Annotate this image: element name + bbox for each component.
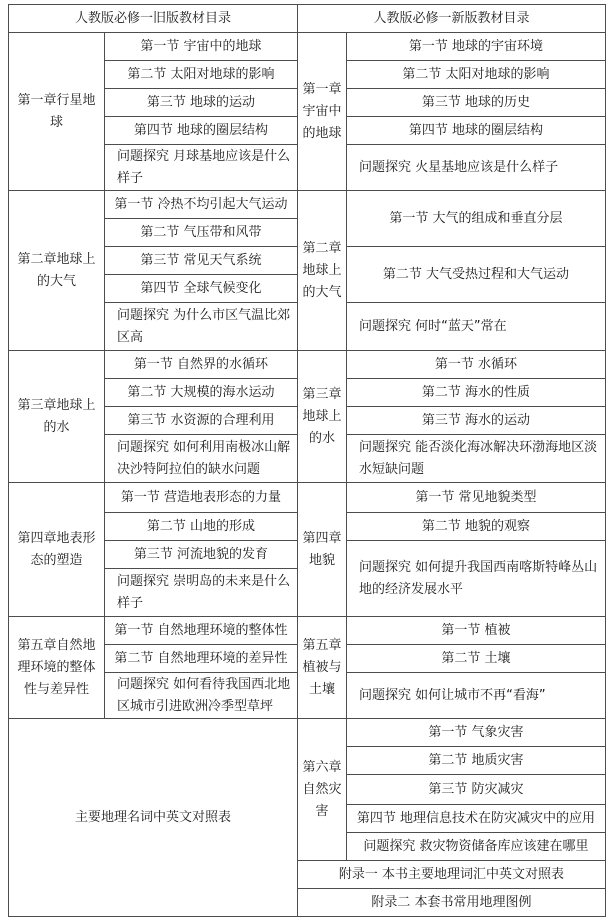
old-chapter-title: 第三章地球上的水 (17, 397, 96, 435)
new-section-item: 第一节 常见地貌类型 (415, 489, 537, 505)
table-rule (605, 4, 606, 917)
old-section-item: 第一节 自然地理环境的整体性 (114, 622, 288, 638)
new-chapter-title: 第三章地球上的水 (302, 386, 342, 446)
old-section-item: 第二节 自然地理环境的差异性 (114, 650, 288, 666)
old-section-item: 第二节 大规模的海水运动 (127, 384, 275, 400)
old-appendix: 主要地理名词中英文对照表 (74, 809, 231, 825)
new-section-item: 第二节 地貌的观察 (421, 518, 531, 534)
new-section-item: 第三节 地球的历史 (421, 94, 531, 110)
old-header: 人教版必修一旧版教材目录 (74, 10, 231, 26)
new-section-item: 第四节 地理信息技术在防灾减灾中的应用 (356, 810, 596, 826)
new-section-item: 第二节 海水的性质 (421, 384, 531, 400)
new-section-item: 问题探究 何时“蓝天”常在 (359, 318, 507, 334)
old-section-item: 第一节 冷热不均引起大气运动 (114, 196, 288, 212)
old-section-item: 第三节 河流地貌的发育 (133, 546, 269, 562)
new-section-item: 第二节 地质灾害 (428, 752, 524, 768)
old-section-item: 第三节 水资源的合理利用 (127, 412, 275, 428)
old-chapter-title: 第四章地表形态的塑造 (17, 530, 96, 568)
new-chapter-title: 第一章宇宙中的地球 (302, 81, 342, 141)
old-section-item: 第二节 太阳对地球的影响 (127, 66, 275, 82)
new-chapter-title: 第二章地球上的大气 (302, 240, 342, 300)
old-section-item: 问题探究 如何看待我国西北地区城市引进欧洲冷季型草坪 (117, 676, 291, 714)
new-appendix-row: 附录一 本书主要地理词汇中英文对照表 (338, 866, 565, 882)
new-section-item: 第一节 水循环 (434, 356, 518, 372)
old-section-item: 第二节 山地的形成 (146, 518, 256, 534)
old-section-item: 第三节 地球的运动 (146, 94, 256, 110)
new-section-item: 第四节 地球的圈层结构 (408, 122, 544, 138)
new-section-item: 第一节 地球的宇宙环境 (408, 38, 544, 54)
new-section-item: 第一节 植被 (441, 622, 511, 638)
old-section-item: 第三节 常见天气系统 (140, 252, 262, 268)
new-chapter-title: 第六章自然灾害 (302, 759, 342, 819)
old-chapter-title: 第五章自然地理环境的整体性与差异性 (17, 637, 96, 697)
old-section-item: 第二节 气压带和风带 (140, 224, 262, 240)
old-chapter-title: 第二章地球上的大气 (17, 251, 96, 289)
old-section-item: 第一节 宇宙中的地球 (140, 38, 262, 54)
new-section-item: 第一节 气象灾害 (428, 724, 524, 740)
new-chapter-title: 第五章植被与土壤 (302, 637, 342, 697)
new-section-item: 第一节 大气的组成和垂直分层 (389, 210, 563, 226)
old-section-item: 第一节 营造地表形态的力量 (120, 489, 282, 505)
old-section-item: 第四节 地球的圈层结构 (133, 122, 269, 138)
old-section-item: 第一节 自然界的水循环 (133, 356, 269, 372)
old-section-item: 问题探究 为什么市区气温比郊区高 (117, 307, 291, 345)
new-chapter-title: 第四章地貌 (302, 530, 342, 568)
new-section-item: 问题探究 能否淡化海冰解决环渤海地区淡水短缺问题 (359, 439, 598, 477)
new-section-item: 问题探究 如何提升我国西南喀斯特峰丛山地的经济发展水平 (359, 559, 598, 597)
table-rule (297, 916, 606, 917)
new-section-item: 第二节 大气受热过程和大气运动 (382, 266, 570, 282)
old-chapter-title: 第一章行星地球 (17, 92, 96, 130)
old-section-item: 问题探究 如何利用南极冰山解决沙特阿拉伯的缺水问题 (117, 439, 291, 477)
new-appendix-row: 附录二 本套书常用地理图例 (371, 894, 532, 910)
new-header: 人教版必修一新版教材目录 (373, 10, 530, 26)
old-section-item: 问题探究 崇明岛的未来是什么样子 (117, 573, 291, 611)
old-section-item: 问题探究 月球基地应该是什么样子 (117, 148, 291, 186)
new-section-item: 问题探究 火星基地应该是什么样子 (359, 159, 559, 175)
old-section-item: 第四节 全球气候变化 (140, 280, 262, 296)
new-section-item: 第三节 海水的运动 (421, 412, 531, 428)
new-section-item: 第二节 土壤 (441, 650, 511, 666)
new-section-item: 第三节 防灾减灾 (428, 781, 524, 797)
new-section-item: 问题探究 救灾物资储备库应该建在哪里 (363, 838, 589, 854)
new-section-item: 问题探究 如何让城市不再“看海” (359, 687, 546, 703)
new-section-item: 第二节 太阳对地球的影响 (402, 66, 550, 82)
